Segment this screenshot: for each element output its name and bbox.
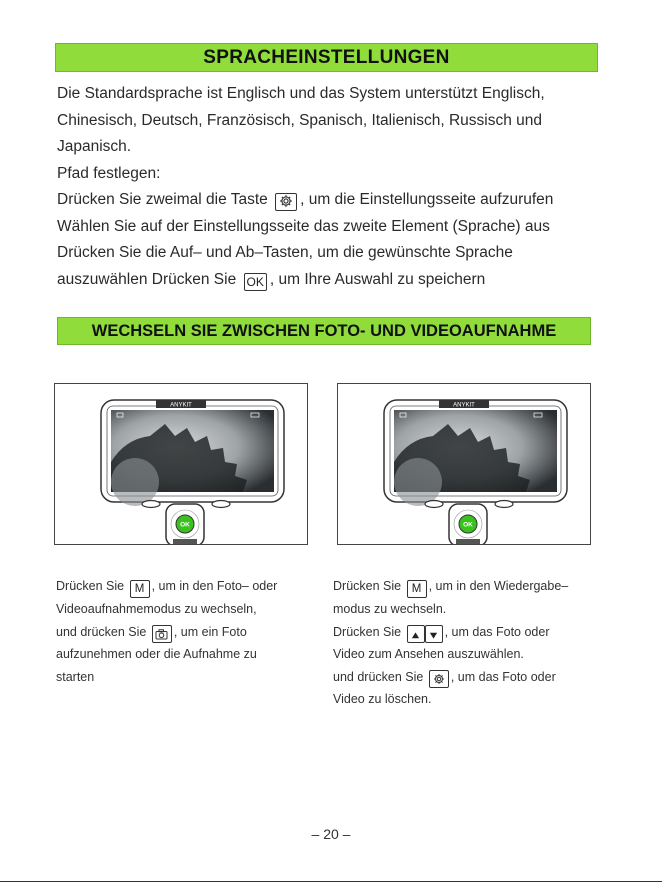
text-line	[333, 666, 613, 689]
text-line: Wählen Sie auf der Einstellungsseite das zweite Element (Sprache) aus	[57, 217, 550, 235]
text-fragment: Drücken Sie	[56, 579, 125, 593]
caption-playback-mode	[333, 575, 613, 711]
text-fragment: auszuwählen Drücken Sie	[57, 270, 237, 288]
caption-photo-video-mode	[56, 575, 316, 688]
text-line: Videoaufnahmemodus zu wechseln,	[56, 602, 257, 616]
language-instructions	[57, 81, 617, 293]
text-line	[57, 187, 617, 214]
text-fragment: , um das Foto oder	[450, 669, 556, 684]
text-line	[56, 621, 316, 644]
text-fragment: , um ein Foto	[173, 624, 247, 639]
ok-button-label: OK	[463, 521, 473, 529]
text-fragment: , um die Einstellungsseite aufzurufen	[300, 191, 554, 208]
section-title-photo-video: WECHSELN SIE ZWISCHEN FOTO- UND VIDEOAUFNAHME	[57, 317, 591, 345]
text-line: Chinesisch, Deutsch, Französisch, Spanisch, Italienisch, Russisch und	[57, 111, 543, 129]
text-line	[333, 575, 613, 598]
text-fragment: Drücken Sie zweimal die Taste	[57, 191, 268, 208]
text-fragment: und drücken Sie	[56, 624, 147, 639]
gear-icon	[275, 193, 297, 211]
text-line: Video zum Ansehen auszuwählen.	[333, 647, 524, 661]
text-fragment: und drücken Sie	[333, 669, 424, 684]
text-line	[57, 267, 617, 294]
ok-button-label: OK	[180, 521, 190, 529]
m-key-label: M	[407, 580, 427, 598]
text-line: modus zu wechseln.	[333, 602, 447, 616]
text-line: Die Standardsprache ist Englisch und das System unterstützt Englisch,	[57, 85, 545, 102]
text-line: Video zu löschen.	[333, 692, 432, 706]
text-line: Pfad festlegen:	[57, 164, 161, 182]
device-illustration-photo-mode	[54, 383, 308, 545]
text-fragment: Drücken Sie	[333, 579, 402, 593]
text-line: Japanisch.	[57, 138, 132, 155]
device-brand-label: ANYKIT	[170, 402, 192, 409]
text-fragment: , um Ihre Auswahl zu speichern	[269, 270, 486, 288]
text-fragment: Drücken Sie	[333, 624, 402, 639]
text-line: starten	[56, 669, 95, 684]
page-number: – 20 –	[311, 826, 351, 842]
divider	[0, 881, 662, 882]
text-fragment: , um in den Wiedergabe–	[428, 579, 569, 593]
camera-icon	[152, 625, 172, 643]
text-fragment: , um das Foto oder	[444, 624, 550, 639]
arrow-up-icon	[407, 625, 425, 643]
arrow-down-icon	[425, 625, 443, 643]
ok-key-label: OK	[244, 273, 267, 291]
m-key-label: M	[130, 580, 150, 598]
gear-icon	[429, 670, 449, 688]
text-line	[56, 575, 316, 598]
text-line	[333, 621, 613, 644]
device-brand-label: ANYKIT	[453, 402, 475, 409]
text-line: aufzunehmen oder die Aufnahme zu	[56, 647, 257, 661]
text-fragment: , um in den Foto– oder	[151, 579, 278, 593]
device-illustration-playback-mode	[337, 383, 591, 545]
text-line: Drücken Sie die Auf– und Ab–Tasten, um die gewünschte Sprache	[57, 244, 513, 261]
section-title-language: SPRACHEINSTELLUNGEN	[55, 43, 598, 72]
